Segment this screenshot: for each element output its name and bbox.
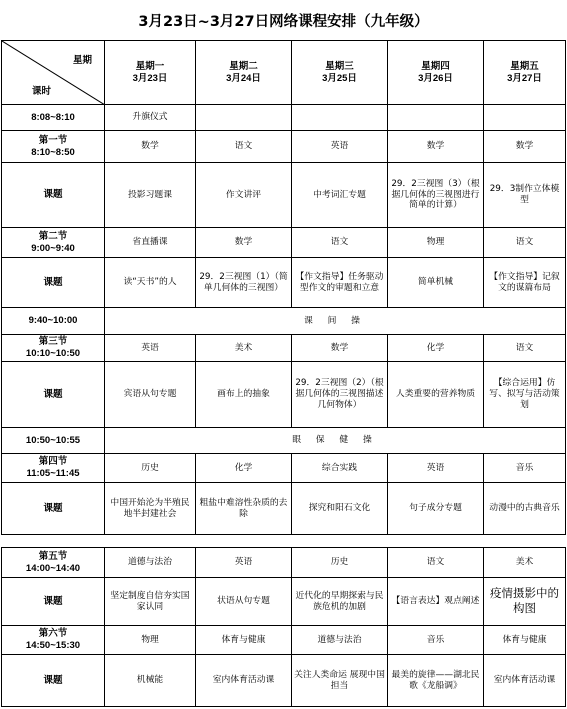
topic-row <box>2 258 566 308</box>
day-name: 星期二 <box>229 60 258 72</box>
topic-cell: 近代化的早期探索与民族危机的加剧 <box>292 578 388 626</box>
period-label <box>2 335 105 362</box>
topic-label: 课题 <box>2 163 105 228</box>
flag-row <box>2 105 566 131</box>
subject-cell: 音乐 <box>388 626 484 655</box>
period-time: 8:10~8:50 <box>31 146 75 158</box>
empty-cell <box>388 105 484 131</box>
header-row <box>2 41 566 105</box>
day-name: 星期五 <box>510 60 539 72</box>
day-date: 3月27日 <box>507 72 542 84</box>
subject-cell: 物理 <box>388 228 484 258</box>
period-time: 11:05~11:45 <box>26 468 80 479</box>
subject-cell: 省直播课 <box>105 228 196 258</box>
topic-cell: 【综合运用】仿写、拟写与活动策划 <box>484 362 566 428</box>
period-name: 第五节 <box>38 550 68 562</box>
subject-cell: 英语 <box>196 548 292 578</box>
empty-cell <box>196 105 292 131</box>
subject-cell: 英语 <box>105 335 196 362</box>
period-name: 第一节 <box>38 134 68 146</box>
topic-cell: 人类重要的营养物质 <box>388 362 484 428</box>
topic-cell: 状语从句专题 <box>196 578 292 626</box>
period-row <box>2 548 566 578</box>
period-time: 14:00~14:40 <box>25 562 81 574</box>
subject-cell: 数学 <box>484 131 566 163</box>
topic-cell: 投影习题课 <box>105 163 196 228</box>
time-cell: 8:08~8:10 <box>2 105 105 131</box>
day-date: 3月25日 <box>322 72 357 84</box>
period-time: 10:10~10:50 <box>25 348 81 359</box>
topic-cell: 29．2三视图（3）（根据几何体的三视图进行简单的计算） <box>388 163 484 228</box>
subject-cell: 物理 <box>105 626 196 655</box>
subject-cell: 历史 <box>105 454 196 483</box>
subject-cell: 美术 <box>196 335 292 362</box>
lunch-gap <box>2 535 566 548</box>
day-date: 3月23日 <box>132 72 168 84</box>
topic-label: 课题 <box>2 655 105 707</box>
day-header-tue <box>196 41 292 105</box>
subject-cell: 语文 <box>196 131 292 163</box>
period-name: 第四节 <box>38 456 68 468</box>
subject-cell: 道德与法治 <box>292 626 388 655</box>
topic-row <box>2 578 566 626</box>
topic-cell: 探究和阳石文化 <box>292 483 388 535</box>
period-label <box>2 131 105 163</box>
topic-cell: 29．3制作立体模型 <box>484 163 566 228</box>
topic-label: 课题 <box>2 483 105 535</box>
day-date: 3月26日 <box>418 72 453 84</box>
topic-cell: 机械能 <box>105 655 196 707</box>
subject-cell: 道德与法治 <box>105 548 196 578</box>
schedule-table <box>1 40 566 707</box>
subject-cell: 体育与健康 <box>484 626 566 655</box>
day-name: 星期四 <box>421 60 450 72</box>
topic-cell: 作文讲评 <box>196 163 292 228</box>
subject-cell: 美术 <box>484 548 566 578</box>
subject-cell: 英语 <box>388 454 484 483</box>
topic-cell: 室内体育活动课 <box>196 655 292 707</box>
subject-cell: 体育与健康 <box>196 626 292 655</box>
topic-cell: 29．2三视图（2）（根据几何体的三视图描述几何物体） <box>292 362 388 428</box>
topic-cell: 中国开始沦为半殖民地半封建社会 <box>105 483 196 535</box>
break-exercise <box>105 308 566 335</box>
period-row <box>2 626 566 655</box>
topic-cell: 关注人类命运 展现中国担当 <box>292 655 388 707</box>
diagonal-line <box>2 41 105 105</box>
day-header-fri <box>484 41 566 105</box>
break-label: 课 间 操 <box>304 315 366 326</box>
period-row <box>2 131 566 163</box>
flag-ceremony: 升旗仪式 <box>105 105 196 131</box>
day-header-wed <box>292 41 388 105</box>
subject-cell: 数学 <box>196 228 292 258</box>
period-time: 14:50~15:30 <box>25 640 81 651</box>
period-name: 第三节 <box>38 336 68 348</box>
empty-cell <box>292 105 388 131</box>
topic-label: 课题 <box>2 362 105 428</box>
topic-cell: 动漫中的古典音乐 <box>484 483 566 535</box>
subject-cell: 语文 <box>388 548 484 578</box>
topic-cell: 室内体育活动课 <box>484 655 566 707</box>
topic-cell: 简单机械 <box>388 258 484 308</box>
corner-weekday-label: 星期 <box>72 55 92 66</box>
topic-cell: 疫情摄影中的构图 <box>484 578 566 626</box>
day-date: 3月24日 <box>226 72 261 84</box>
corner-cell <box>2 41 105 105</box>
subject-cell: 语文 <box>484 335 566 362</box>
subject-cell: 化学 <box>196 454 292 483</box>
topic-cell: 宾语从句专题 <box>105 362 196 428</box>
topic-row <box>2 655 566 707</box>
topic-label: 课题 <box>2 578 105 626</box>
topic-cell: 【作文指导】记叙文的谋篇布局 <box>484 258 566 308</box>
period-time: 9:00~9:40 <box>31 242 75 254</box>
subject-cell: 数学 <box>105 131 196 163</box>
topic-cell: 29．2三视图（1）（简单几何体的三视图） <box>196 258 292 308</box>
period-name: 第二节 <box>38 230 68 242</box>
topic-row <box>2 483 566 535</box>
subject-cell: 化学 <box>388 335 484 362</box>
subject-cell: 综合实践 <box>292 454 388 483</box>
period-label <box>2 228 105 258</box>
break-row <box>2 428 566 454</box>
time-cell: 9:40~10:00 <box>2 308 105 335</box>
corner-period-label: 课时 <box>32 86 52 98</box>
period-name: 第六节 <box>38 628 68 640</box>
subject-cell: 数学 <box>388 131 484 163</box>
topic-cell: 坚定制度自信夯实国家认同 <box>105 578 196 626</box>
subject-cell: 语文 <box>484 228 566 258</box>
subject-cell: 历史 <box>292 548 388 578</box>
period-row <box>2 228 566 258</box>
lunch-gap-row <box>2 535 566 548</box>
subject-cell: 英语 <box>292 131 388 163</box>
break-label: 眼 保 健 操 <box>292 435 378 445</box>
topic-cell: 画布上的抽象 <box>196 362 292 428</box>
topic-row <box>2 362 566 428</box>
topic-cell: 句子成分专题 <box>388 483 484 535</box>
empty-cell <box>484 105 566 131</box>
topic-cell: 读“天书”的人 <box>105 258 196 308</box>
day-name: 星期一 <box>135 60 165 72</box>
topic-label: 课题 <box>2 258 105 308</box>
topic-cell: 最美的旋律——湖北民歌《龙船调》 <box>388 655 484 707</box>
period-row <box>2 335 566 362</box>
day-header-thu <box>388 41 484 105</box>
break-row <box>2 308 566 335</box>
day-header-mon <box>105 41 196 105</box>
page-title: 3月23日~3月27日网络课程安排（九年级） <box>138 13 429 30</box>
period-label <box>2 454 105 483</box>
topic-cell: 粗盐中难溶性杂质的去除 <box>196 483 292 535</box>
period-label <box>2 548 105 578</box>
topic-row <box>2 163 566 228</box>
topic-cell: 中考词汇专题 <box>292 163 388 228</box>
topic-cell: 【语言表达】观点阐述 <box>388 578 484 626</box>
period-label <box>2 626 105 655</box>
subject-cell: 数学 <box>292 335 388 362</box>
topic-cell: 【作文指导】任务驱动型作文的审题和立意 <box>292 258 388 308</box>
day-name: 星期三 <box>325 60 354 72</box>
subject-cell: 音乐 <box>484 454 566 483</box>
subject-cell: 语文 <box>292 228 388 258</box>
period-row <box>2 454 566 483</box>
eye-exercise <box>105 428 566 454</box>
time-cell: 10:50~10:55 <box>2 428 105 454</box>
